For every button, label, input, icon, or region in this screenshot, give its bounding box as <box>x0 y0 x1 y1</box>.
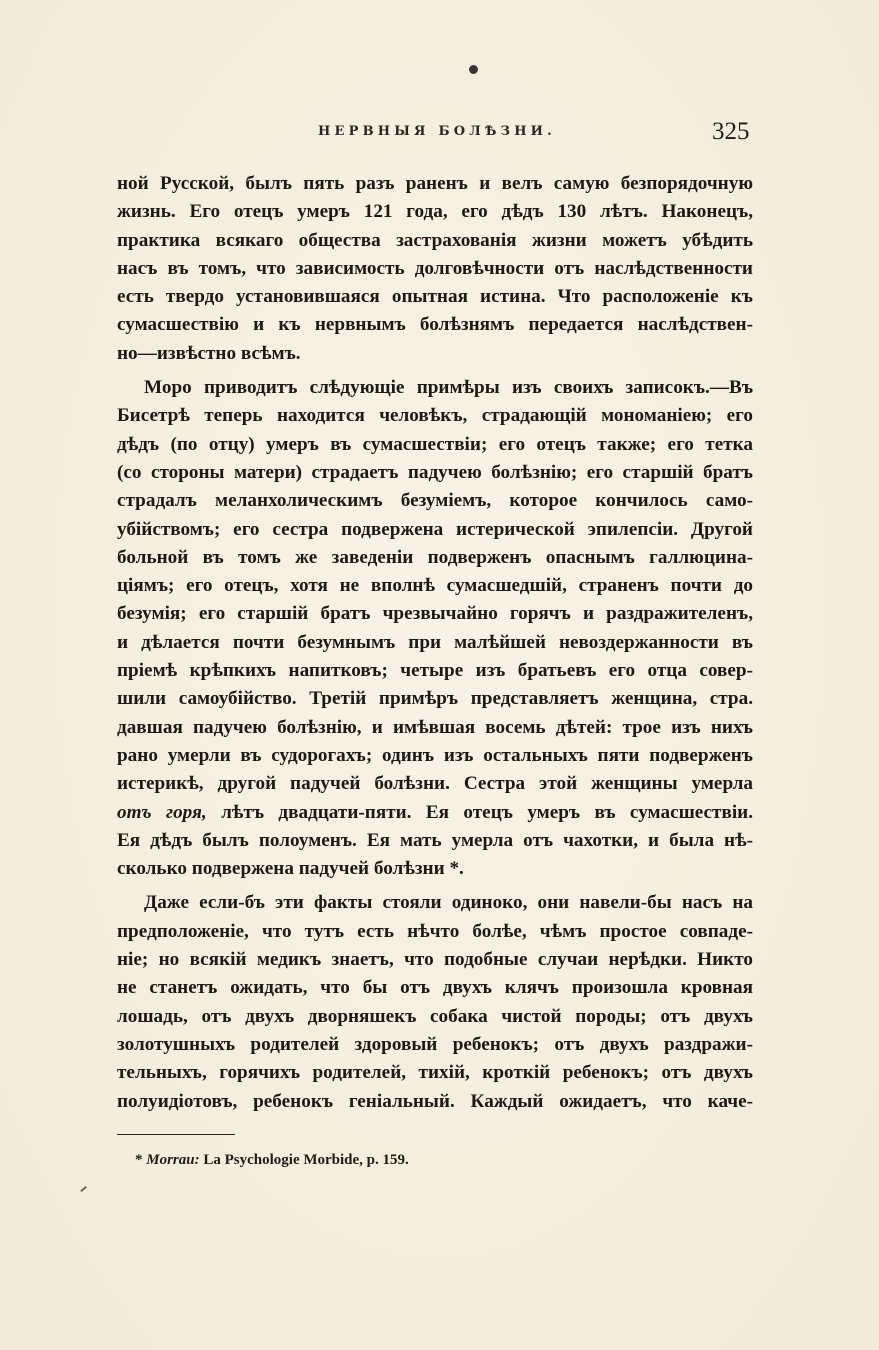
text-line: страдалъ меланхолическимъ безуміемъ, которое кончилось само- <box>117 490 753 512</box>
text-line: сколько подвержена падучей болѣзни *. <box>117 858 464 880</box>
text-line-with-italic <box>117 799 753 827</box>
footnote-author: Morrau: <box>146 1152 200 1168</box>
text-line: полуидіотовъ, ребенокъ геніальный. Каждый ожидаетъ, что каче- <box>117 1090 753 1112</box>
text-line: не станетъ ожидать, что бы отъ двухъ клячъ произошла кровная <box>117 977 753 999</box>
running-head <box>0 120 879 150</box>
ink-dot <box>469 65 478 74</box>
text-line: давшая падучею болѣзнію, и имѣвшая восемь дѣтей: трое изъ нихъ <box>117 716 753 738</box>
text-line: есть твердо установившаяся опытная истина. Что расположеніе къ <box>117 286 753 308</box>
stray-pencil-mark <box>80 1186 87 1192</box>
running-head-title: НЕРВНЫЯ БОЛѢЗНИ. <box>318 124 556 139</box>
text-line: золотушныхъ родителей здоровый ребенокъ; отъ двухъ раздражи- <box>117 1033 753 1055</box>
text-line: ціямъ; его отецъ, хотя не вполнѣ сумасшедшій, страненъ почти до <box>117 575 753 597</box>
page-number: 325 <box>712 118 750 145</box>
text-line: пріемѣ крѣпкихъ напитковъ; четыре изъ братьевъ его отца совер- <box>117 660 753 682</box>
text-line: убійствомъ; его сестра подвержена истерической эпилепсіи. Другой <box>117 518 753 540</box>
body-text <box>117 170 753 1116</box>
text-line: ной Русской, былъ пять разъ раненъ и велъ самую безпорядочную <box>117 173 753 194</box>
italic-phrase: отъ горя, <box>117 801 207 823</box>
text-line: Бисетрѣ теперь находится человѣкъ, страдающій мономаніею; его <box>117 405 753 427</box>
text-line-rest: лѣтъ двадцати-пяти. Ея отецъ умеръ въ сумасшествіи. <box>221 801 753 823</box>
text-line: шили самоубійство. Третій примѣръ представляетъ женщина, стра. <box>117 688 753 710</box>
text-line: дѣдъ (по отцу) умеръ въ сумасшествіи; его отецъ также; его тетка <box>117 433 753 455</box>
footnote-work: La Psychologie Morbide, p. 159. <box>203 1152 409 1168</box>
text-line: больной въ томъ же заведеніи подверженъ опаснымъ галлюцина- <box>117 546 753 568</box>
text-line: но—извѣстно всѣмъ. <box>117 342 301 364</box>
paragraph-start-line: Даже если-бъ эти факты стояли одиноко, они навели-бы насъ на <box>144 892 753 914</box>
text-line: и дѣлается почти безумнымъ при малѣйшей невоздержанности въ <box>117 631 753 653</box>
footnote-marker: * <box>135 1152 143 1168</box>
text-line: практика всякаго общества застрахованія жизни можетъ убѣдить <box>117 229 753 251</box>
text-line: Ея дѣдъ былъ полоуменъ. Ея мать умерла отъ чахотки, и была нѣ- <box>117 829 753 851</box>
text-line: предположеніе, что тутъ есть нѣчто болѣе, чѣмъ простое совпаде- <box>117 920 753 942</box>
text-line: сумасшествію и къ нервнымъ болѣзнямъ передается наслѣдствен- <box>117 314 753 336</box>
text-line: (со стороны матери) страдаетъ падучею болѣзнію; его старшій братъ <box>117 461 753 483</box>
text-line: жизнь. Его отецъ умеръ 121 года, его дѣдъ 130 лѣтъ. Наконецъ, <box>117 201 753 223</box>
text-line: насъ въ томъ, что зависимость долговѣчности отъ наслѣдственности <box>117 257 753 279</box>
footnote <box>135 1152 409 1169</box>
text-line: ніе; но всякій медикъ знаетъ, что подобные случаи нерѣдки. Никто <box>117 949 753 971</box>
footnote-rule <box>117 1134 235 1135</box>
text-line: истерикѣ, другой падучей болѣзни. Сестра этой женщины умерла <box>117 773 753 795</box>
paragraph-start-line: Моро приводитъ слѣдующіе примѣры изъ своихъ записокъ.—Въ <box>144 377 753 399</box>
text-line: лошадь, отъ двухъ дворняшекъ собака чистой породы; отъ двухъ <box>117 1005 753 1027</box>
text-line: безумія; его старшій братъ чрезвычайно горячъ и раздражителенъ, <box>117 603 753 625</box>
text-line: рано умерли въ судорогахъ; одинъ изъ остальныхъ пяти подверженъ <box>117 744 753 766</box>
text-line: тельныхъ, горячихъ родителей, тихій, кроткій ребенокъ; отъ двухъ <box>117 1062 753 1084</box>
